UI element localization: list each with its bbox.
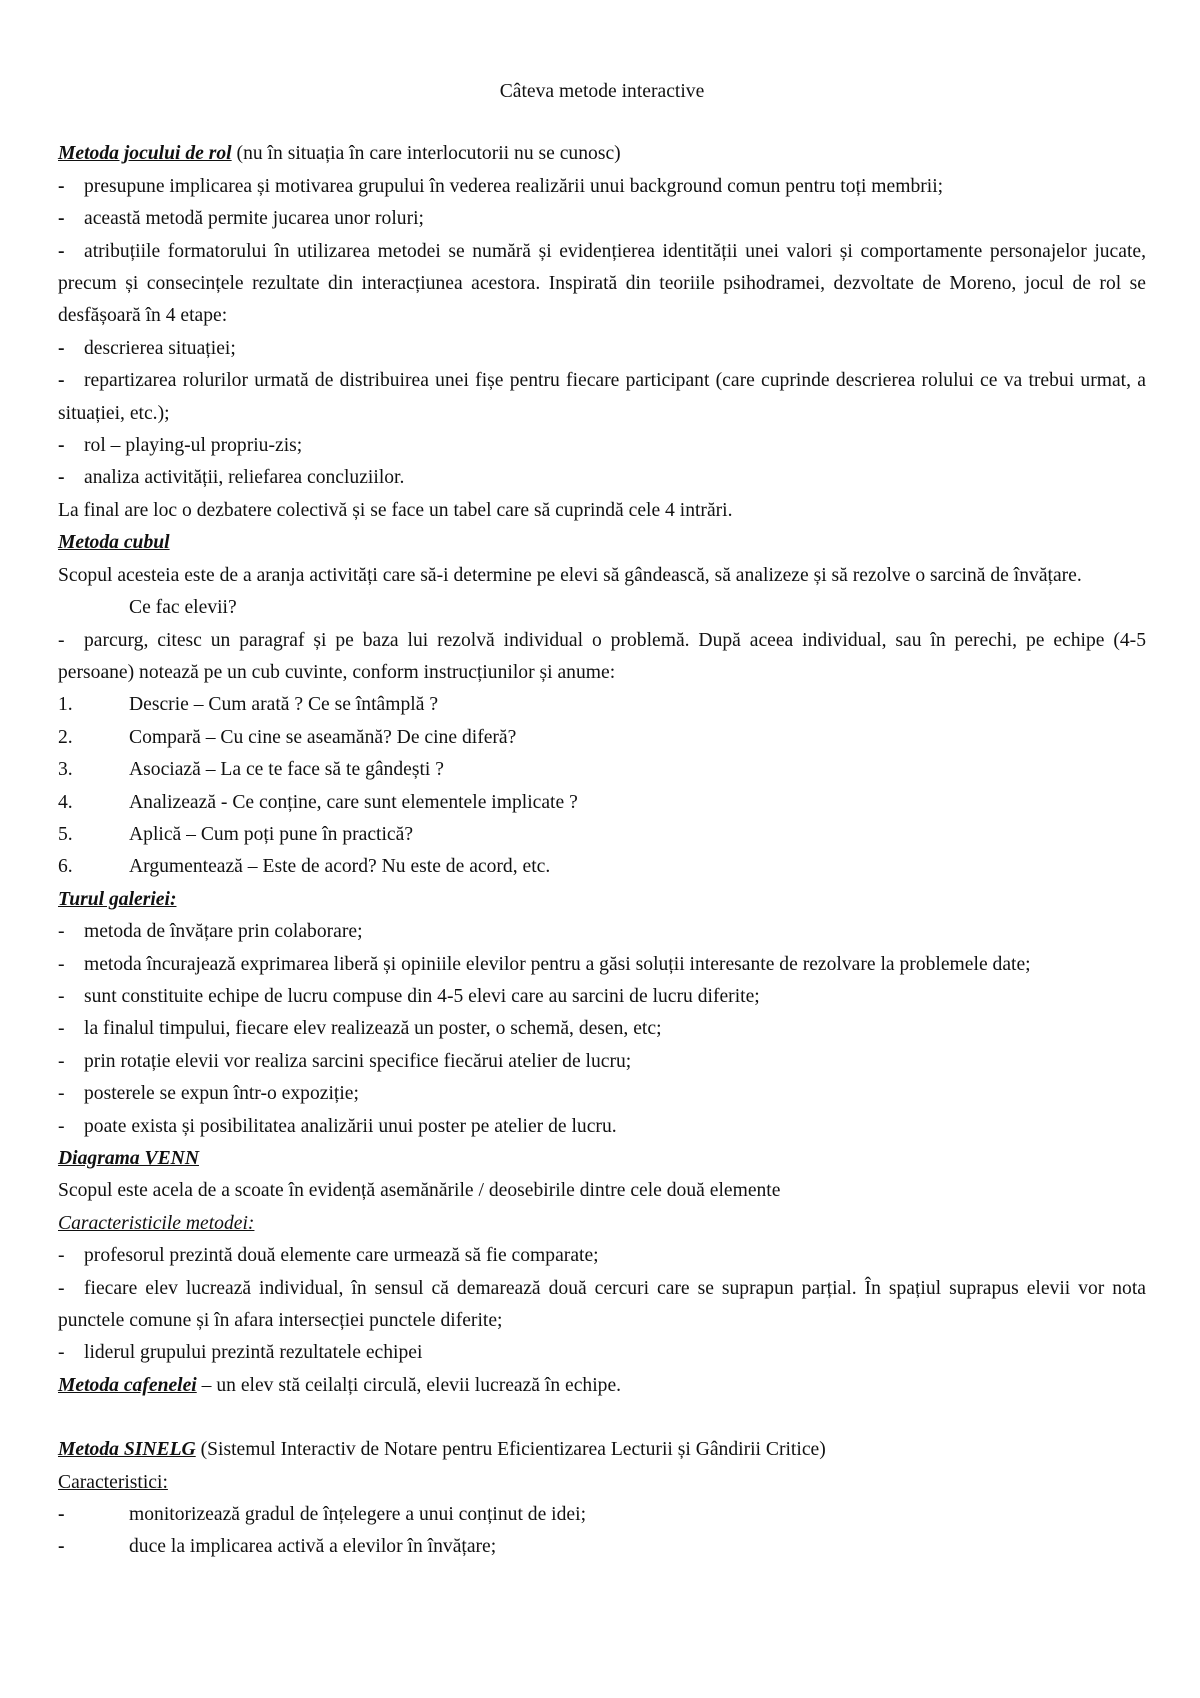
numbered-item: 5. Aplică – Cum poți pune în practică? bbox=[58, 823, 414, 845]
heading-note-joc-rol: (nu în situația în care interlocutorii nu se cunosc) bbox=[231, 143, 621, 165]
subheading-sinelg: Caracteristici: bbox=[58, 1471, 168, 1493]
list-item: - rol – playing-ul propriu-zis; bbox=[58, 430, 1146, 462]
list-item: - liderul grupului prezintă rezultatele echipei bbox=[58, 1337, 1146, 1369]
bullet: - bbox=[58, 175, 65, 197]
list-item: - duce la implicarea activă a elevilor în învățare; bbox=[58, 1531, 1146, 1563]
heading-cubul: Metoda cubul bbox=[58, 532, 170, 554]
section-heading-galerie bbox=[58, 884, 1146, 916]
bullet: - bbox=[58, 240, 65, 262]
section-heading-joc-rol bbox=[58, 138, 1146, 170]
list-item: - posterele se expun într-o expoziție; bbox=[58, 1078, 1146, 1110]
paragraph-final-joc-rol: La final are loc o dezbatere colectivă și se face un tabel care să cuprindă cele 4 intrări. bbox=[58, 499, 733, 521]
heading-cafenea: Metoda cafenelei bbox=[58, 1374, 197, 1396]
list-item: - prin rotație elevii vor realiza sarcini specifice fiecărui atelier de lucru; bbox=[58, 1046, 1146, 1078]
bullet: - bbox=[58, 953, 65, 975]
bullet: - bbox=[58, 921, 65, 943]
bullet: - bbox=[58, 1050, 65, 1072]
bullet: - bbox=[58, 1018, 65, 1040]
bullet: - bbox=[58, 985, 65, 1007]
bullet: - bbox=[58, 1245, 65, 1267]
subheading-venn: Caracteristicile metodei: bbox=[58, 1212, 255, 1234]
list-item: - la finalul timpului, fiecare elev realizează un poster, o schemă, desen, etc; bbox=[58, 1013, 1146, 1045]
bullet: - bbox=[58, 629, 65, 651]
bullet: - bbox=[58, 208, 65, 230]
list-item: - parcurg, citesc un paragraf și pe baza lui rezolvă individual o problemă. După aceea individual, sau în perechi, pe echipe (4-5 persoane) notează pe un cub cuvinte, conform instrucțiunilor și anume: bbox=[58, 625, 1146, 690]
bullet: - bbox=[58, 1277, 65, 1299]
bullet: - bbox=[58, 370, 65, 392]
heading-sinelg: Metoda SINELG bbox=[58, 1439, 196, 1461]
list-item: - presupune implicarea și motivarea grupului în vederea realizării unui background comun pentru toți membrii; bbox=[58, 171, 1146, 203]
bullet: - bbox=[58, 1083, 65, 1105]
bullet: - bbox=[58, 1342, 65, 1364]
bullet: - bbox=[58, 337, 65, 359]
document-body bbox=[58, 76, 1146, 1564]
section-heading-venn bbox=[58, 1143, 1146, 1175]
numbered-item: 3. Asociază – La ce te face să te gândești ? bbox=[58, 759, 444, 781]
blank-line bbox=[58, 1402, 1146, 1434]
numbered-item: 4. Analizează - Ce conține, care sunt elementele implicate ? bbox=[58, 791, 578, 813]
bullet: - bbox=[58, 1536, 65, 1558]
list-item: - descrierea situației; bbox=[58, 333, 1146, 365]
section-heading-cubul bbox=[58, 527, 1146, 559]
bullet: - bbox=[58, 1115, 65, 1137]
document-title: Câteva metode interactive bbox=[499, 81, 705, 102]
list-item: - metoda de învățare prin colaborare; bbox=[58, 916, 1146, 948]
paragraph-scop-venn: Scopul este acela de a scoate în evidență asemănările / deosebirile dintre cele două elemente bbox=[58, 1180, 781, 1202]
list-item: - sunt constituite echipe de lucru compuse din 4-5 elevi care au sarcini de lucru diferite; bbox=[58, 981, 1146, 1013]
numbered-item: 2. Compară – Cu cine se aseamănă? De cine diferă? bbox=[58, 726, 517, 748]
paragraph-scop-cubul: Scopul acesteia este de a aranja activități care să-i determine pe elevi să gândească, să analizeze și să rezolve o sarcină de învățare. bbox=[58, 564, 1082, 586]
bullet: - bbox=[58, 1504, 65, 1526]
heading-galerie: Turul galeriei: bbox=[58, 888, 177, 910]
list-item: - analiza activității, reliefarea concluziilor. bbox=[58, 462, 1146, 494]
text-cafenea: – un elev stă ceilalți circulă, elevii lucrează în echipe. bbox=[196, 1374, 622, 1396]
list-item: - atribuțiile formatorului în utilizarea metodei se numără și evidențierea identității unei valori și comportamente personajelor jucate, precum și consecințele rezultate din interacțiunea acestora. Inspirată din teoriile psihodramei, dezvoltate de Moreno, jocul de rol se desfășoară în 4 etape: bbox=[58, 236, 1146, 333]
section-heading-sinelg bbox=[58, 1434, 1146, 1466]
list-item: - această metodă permite jucarea unor roluri; bbox=[58, 203, 1146, 235]
question-cubul: Ce fac elevii? bbox=[129, 597, 237, 619]
list-item: - repartizarea rolurilor urmată de distribuirea unei fișe pentru fiecare participant (care cuprinde descrierea rolului ce va trebui urmat, a situației, etc.); bbox=[58, 365, 1146, 430]
bullet: - bbox=[58, 467, 65, 489]
heading-joc-rol: Metoda jocului de rol bbox=[58, 143, 232, 165]
list-item: - poate exista și posibilitatea analizării unui poster pe atelier de lucru. bbox=[58, 1111, 1146, 1143]
numbered-item: 1. Descrie – Cum arată ? Ce se întâmplă ? bbox=[58, 694, 439, 716]
section-cafenea bbox=[58, 1370, 1146, 1402]
list-item: - monitorizează gradul de înțelegere a unui conținut de idei; bbox=[58, 1499, 1146, 1531]
list-item: - profesorul prezintă două elemente care urmează să fie comparate; bbox=[58, 1240, 1146, 1272]
text-sinelg: (Sistemul Interactiv de Notare pentru Eficientizarea Lecturii și Gândirii Critice) bbox=[195, 1439, 826, 1461]
list-item: - fiecare elev lucrează individual, în sensul că demarează două cercuri care se suprapun parțial. În spațiul suprapus elevii vor nota punctele comune și în afara intersecției punctele diferite; bbox=[58, 1273, 1146, 1338]
list-item: - metoda încurajează exprimarea liberă și opiniile elevilor pentru a găsi soluții interesante de rezolvare la problemele date; bbox=[58, 949, 1146, 981]
heading-venn: Diagrama VENN bbox=[58, 1148, 199, 1169]
numbered-item: 6. Argumentează – Este de acord? Nu este de acord, etc. bbox=[58, 856, 551, 878]
bullet: - bbox=[58, 435, 65, 457]
